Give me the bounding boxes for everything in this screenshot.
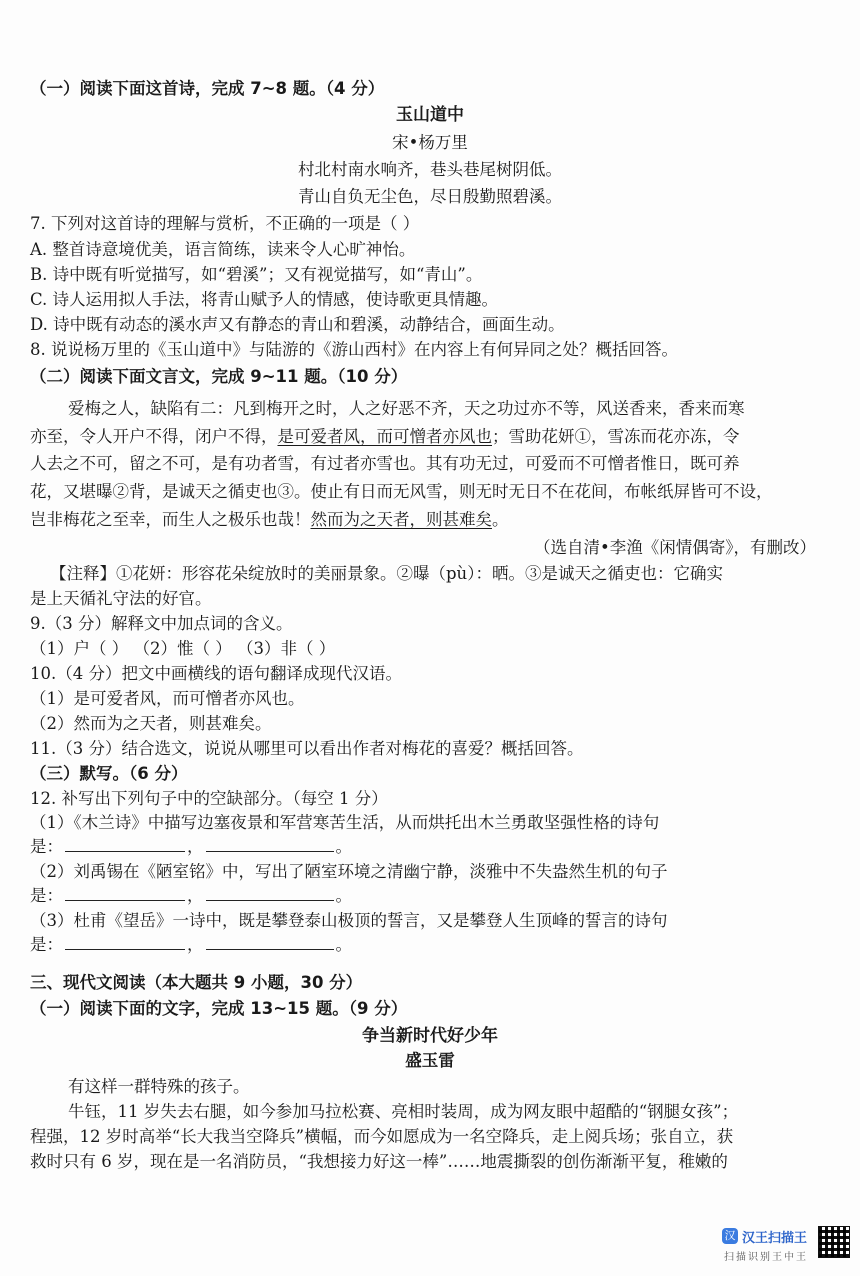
option-b: B. 诗中既有听觉描写，如“碧溪”；又有视觉描写，如“青山”。 — [30, 265, 483, 284]
fill-line: 是： ， 。 — [30, 935, 352, 954]
annotation: 【注释】①花妍：形容花朵绽放时的美丽景象。②曝（pù）：晒。③是诚天之循吏也：它确实 — [50, 564, 723, 583]
article-paragraph: 牛钰，11 岁失去右腿，如今参加马拉松赛、亮相时装周，成为网友眼中超酷的“钢腿女孩”； — [68, 1102, 739, 1121]
fill-line: 是： ， 。 — [30, 886, 352, 905]
article-title: 争当新时代好少年 — [362, 1026, 498, 1046]
fill-blank[interactable] — [65, 886, 185, 901]
fill-blank[interactable] — [65, 935, 185, 950]
question-12-item: （2）刘禹锡在《陋室铭》中，写出了陋室环境之清幽宁静，淡雅中不失盎然生机的句子 — [30, 862, 668, 881]
annotation: 是上天循礼守法的好官。 — [30, 589, 212, 608]
option-a: A. 整首诗意境优美，语言简练，读来令人心旷神怡。 — [30, 240, 416, 259]
fill-line: 是： ， 。 — [30, 837, 352, 856]
passage-line: 亦至，令人开户不得，闭户不得，是可爱者风，而可憎者亦风也；雪助花妍①，雪冻而花亦冻，令 — [30, 427, 740, 446]
article-paragraph: 程强，12 岁时高举“长大我当空降兵”横幅，而今如愿成为一名空降兵，走上阅兵场；张自立，获 — [30, 1127, 734, 1146]
watermark-title: 汉王扫描王 — [742, 1231, 808, 1246]
passage-line: 岂非梅花之至幸，而生人之极乐也哉！然而为之天者，则甚难矣。 — [30, 510, 509, 529]
question-10-item: （2）然而为之天者，则甚难矣。 — [30, 714, 272, 733]
passage-line: 人去之不可，留之不可，是有功者雪，有过者亦雪也。其有功无过，可爱而不可憎者惟日，既可养 — [30, 454, 740, 473]
watermark-subtitle: 扫描识别王中王 — [724, 1252, 808, 1263]
poem-line: 青山自负无尘色，尽日殷勤照碧溪。 — [298, 187, 562, 206]
underlined-sentence: 是可爱者风，而可憎者亦风也 — [277, 427, 492, 446]
qr-code-icon — [818, 1226, 850, 1258]
question-12: 12. 补写出下列句子中的空缺部分。（每空 1 分） — [30, 789, 388, 808]
section-heading: （三）默写。（6 分） — [30, 764, 188, 783]
question-10: 10.（4 分）把文中画横线的语句翻译成现代汉语。 — [30, 664, 402, 683]
fill-blank[interactable] — [65, 837, 185, 852]
question-8: 8. 说说杨万里的《玉山道中》与陆游的《游山西村》在内容上有何异同之处？概括回答。 — [30, 340, 678, 359]
fill-blank[interactable] — [206, 886, 334, 901]
question-11: 11.（3 分）结合选文，说说从哪里可以看出作者对梅花的喜爱？概括回答。 — [30, 739, 584, 758]
passage-source: （选自清•李渔《闲情偶寄》，有删改） — [534, 538, 816, 557]
option-d: D. 诗中既有动态的溪水声又有静态的青山和碧溪，动静结合，画面生动。 — [30, 315, 565, 334]
scanner-watermark — [722, 1226, 834, 1266]
article-author: 盛玉雷 — [405, 1051, 455, 1070]
section-heading: （二）阅读下面文言文，完成 9~11 题。（10 分） — [30, 367, 408, 386]
article-paragraph: 救时只有 6 岁，现在是一名消防员，“我想接力好这一棒”……地震撕裂的创伤渐渐平复，稚嫩的 — [30, 1152, 728, 1171]
fill-blank[interactable] — [206, 935, 334, 950]
option-c: C. 诗人运用拟人手法，将青山赋予人的情感，使诗歌更具情趣。 — [30, 290, 499, 309]
passage-line: 爱梅之人，缺陷有二：凡到梅开之时，人之好恶不齐，天之功过亦不等，风送香来，香来而寒 — [68, 399, 745, 418]
question-10-item: （1）是可爱者风，而可憎者亦风也。 — [30, 689, 305, 708]
question-9-items: （1）户（ ） （2）惟（ ） （3）非（ ） — [30, 639, 336, 658]
question-12-item: （1）《木兰诗》中描写边塞夜景和军营寒苦生活，从而烘托出木兰勇敢坚强性格的诗句 — [30, 813, 660, 832]
poem-author: 宋•杨万里 — [392, 133, 468, 152]
passage-line: 花，又堪曝②背，是诚天之循吏也③。使止有日而无风雪，则无时无日不在花间，布帐纸屏皆可不设， — [30, 482, 773, 501]
article-paragraph: 有这样一群特殊的孩子。 — [68, 1077, 250, 1096]
question-12-item: （3）杜甫《望岳》一诗中，既是攀登泰山极顶的誓言，又是攀登人生顶峰的誓言的诗句 — [30, 911, 668, 930]
poem-line: 村北村南水响齐，巷头巷尾树阴低。 — [298, 160, 562, 179]
fill-blank[interactable] — [206, 837, 334, 852]
poem-title: 玉山道中 — [396, 105, 464, 125]
underlined-sentence: 然而为之天者，则甚难矣 — [310, 510, 492, 529]
app-logo-icon: 汉 — [722, 1228, 738, 1244]
section-heading: （一）阅读下面的文字，完成 13~15 题。（9 分） — [30, 999, 408, 1018]
question-7: 7. 下列对这首诗的理解与赏析，不正确的一项是（ ） — [30, 214, 420, 233]
question-9: 9.（3 分）解释文中加点词的含义。 — [30, 614, 293, 633]
part-heading: 三、现代文阅读（本大题共 9 小题，30 分） — [30, 973, 363, 992]
section-heading: （一）阅读下面这首诗，完成 7~8 题。（4 分） — [30, 79, 385, 98]
